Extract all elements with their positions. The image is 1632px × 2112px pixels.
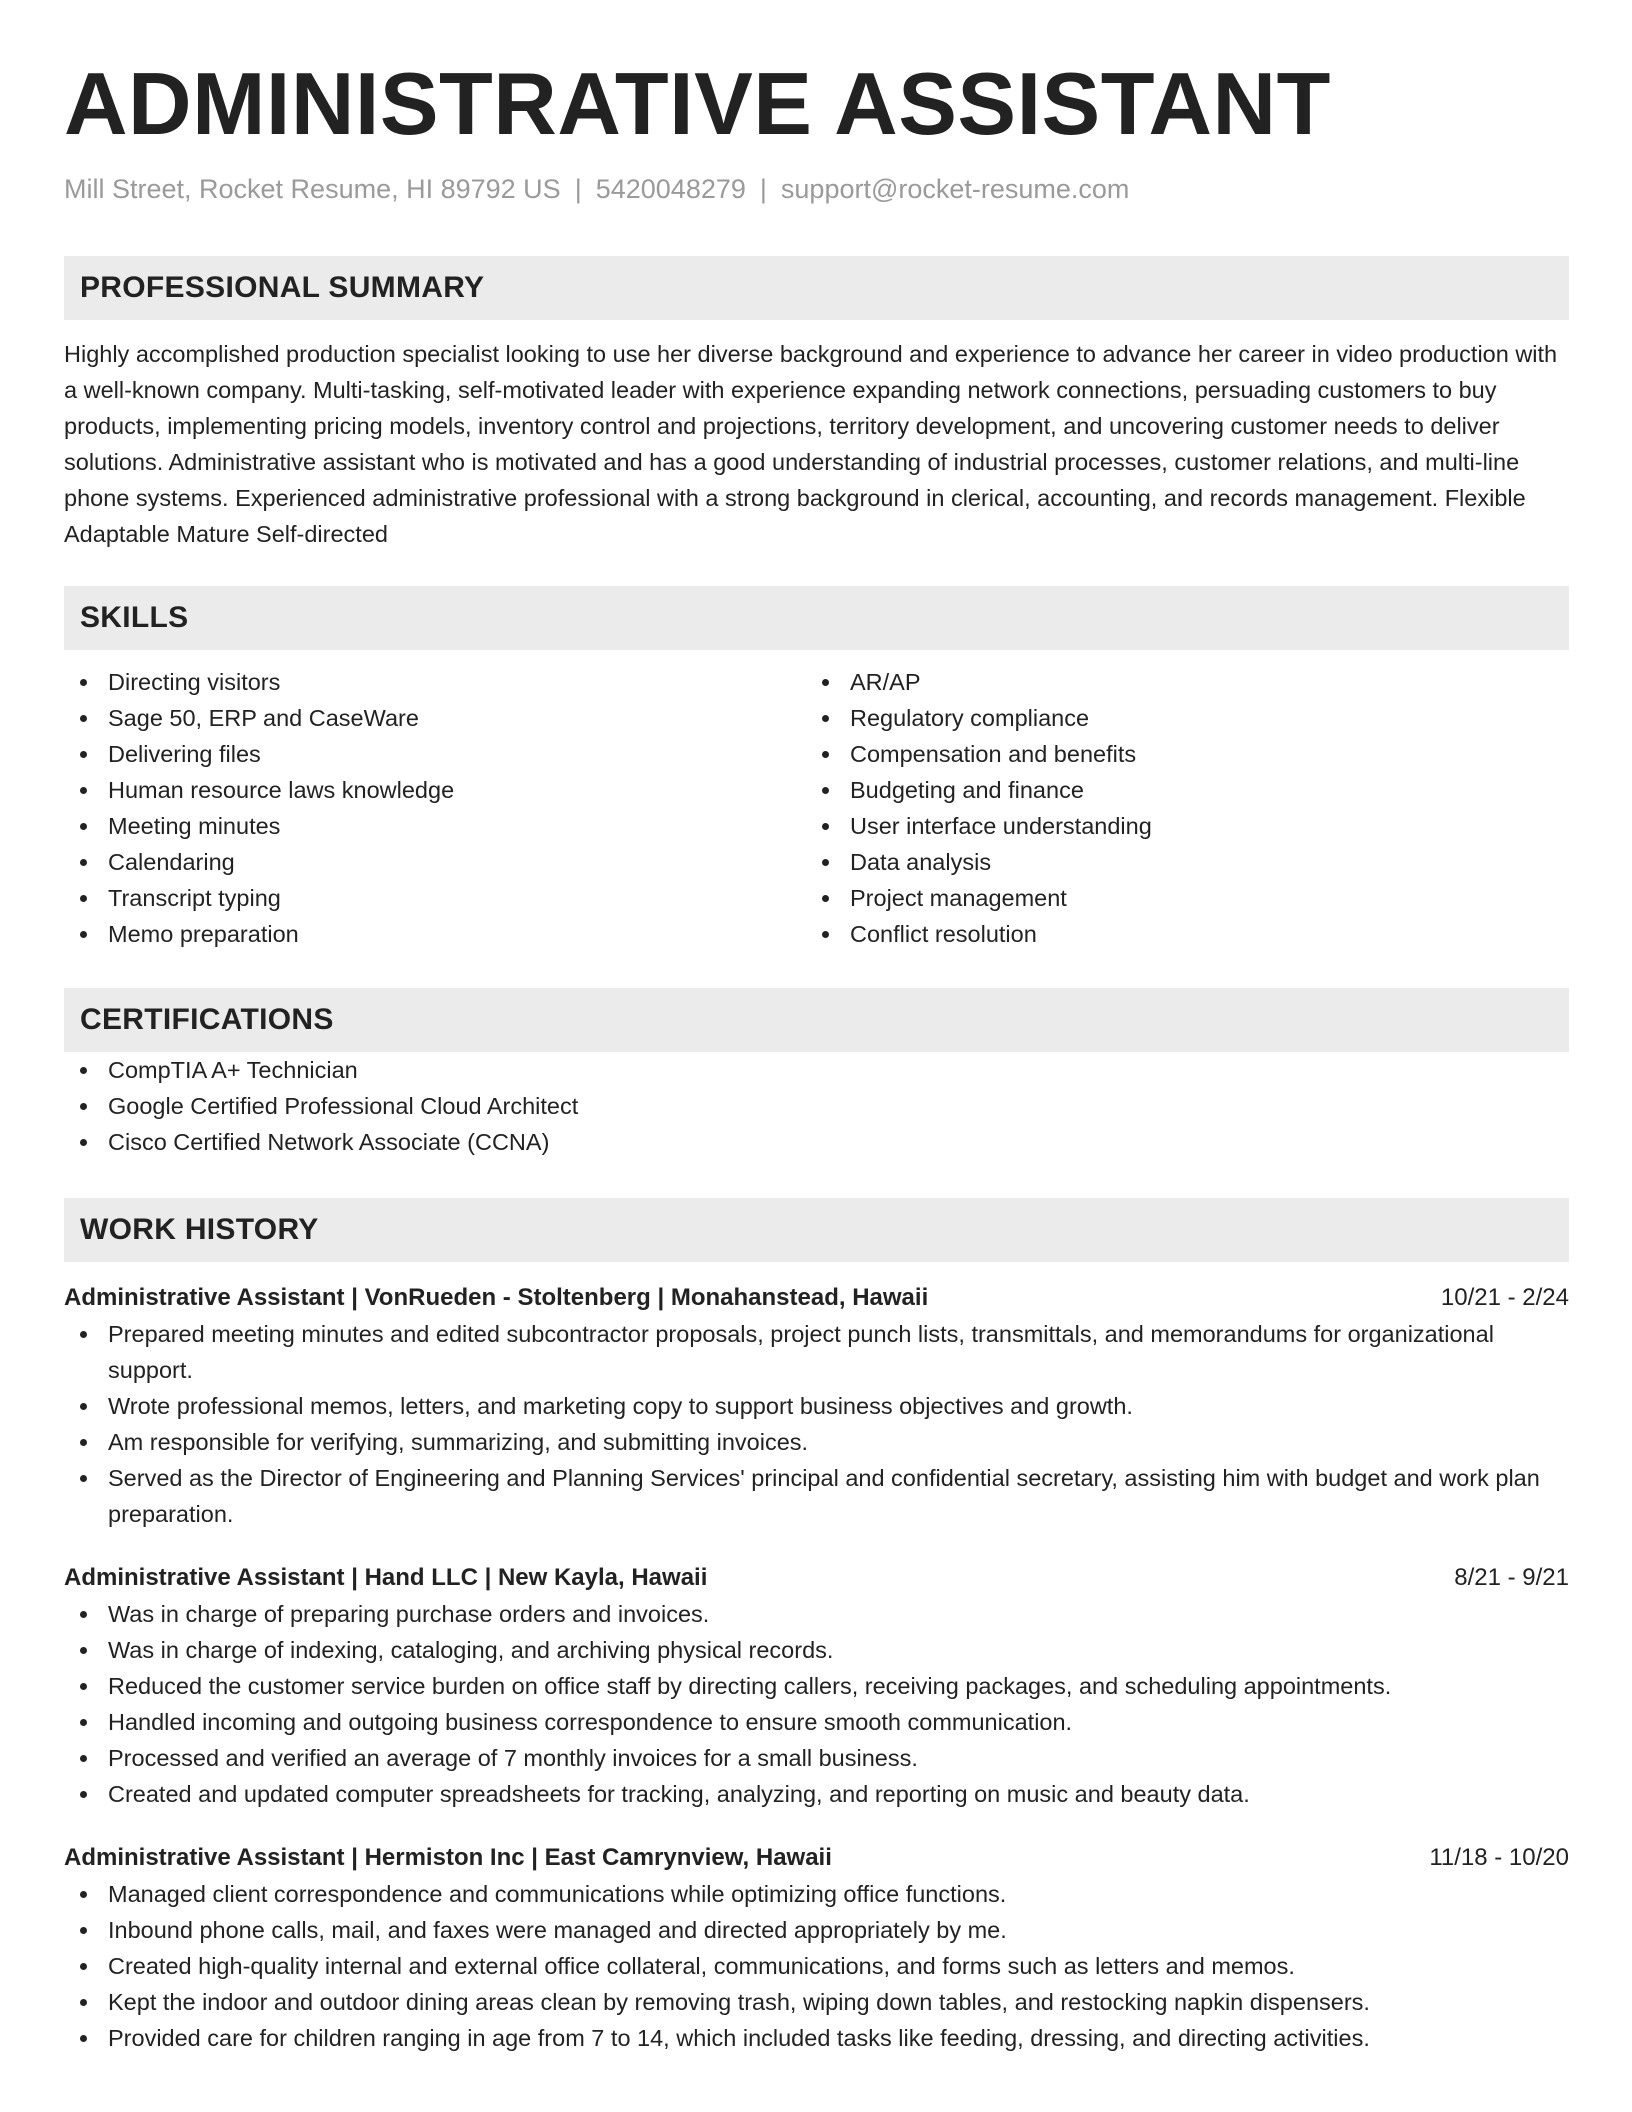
- job-entry: [64, 1280, 1569, 1532]
- skill-item: Meeting minutes: [64, 808, 806, 844]
- skill-item: Calendaring: [64, 844, 806, 880]
- job-entry: [64, 1840, 1569, 2056]
- job-bullet: Created and updated computer spreadsheets for tracking, analyzing, and reporting on music and beauty data.: [64, 1776, 1569, 1812]
- job-bullet: Provided care for children ranging in age from 7 to 14, which included tasks like feeding, dressing, and directing activities.: [64, 2020, 1569, 2056]
- job-dates: 10/21 - 2/24: [1440, 1284, 1569, 1311]
- section-header-work-history: WORK HISTORY: [64, 1198, 1569, 1262]
- job-heading: [64, 1560, 1569, 1596]
- job-bullets: [64, 1876, 1569, 2056]
- section-header-certifications: CERTIFICATIONS: [64, 988, 1569, 1052]
- job-bullet: Prepared meeting minutes and edited subcontractor proposals, project punch lists, transmittals, and memorandums for organizational support.: [64, 1316, 1569, 1388]
- bullet-dot: [80, 1103, 87, 1110]
- job-heading: [64, 1840, 1569, 1876]
- bullet-dot: [80, 823, 87, 830]
- job-bullet: Handled incoming and outgoing business correspondence to ensure smooth communication.: [64, 1704, 1569, 1740]
- bullet-dot: [80, 1999, 87, 2006]
- resume-page: [64, 0, 1569, 2056]
- bullet-dot: [80, 1139, 87, 1146]
- job-bullet: Wrote professional memos, letters, and marketing copy to support business objectives and growth.: [64, 1388, 1569, 1424]
- skill-item: Conflict resolution: [806, 916, 1548, 952]
- job-bullets: [64, 1596, 1569, 1812]
- job-title: Administrative Assistant | Hermiston Inc | East Camrynview, Hawaii: [64, 1844, 832, 1871]
- bullet-dot: [80, 1403, 87, 1410]
- bullet-dot: [822, 751, 829, 758]
- skill-item: Compensation and benefits: [806, 736, 1548, 772]
- section-header-summary: PROFESSIONAL SUMMARY: [64, 256, 1569, 320]
- job-bullet: Created high-quality internal and external office collateral, communications, and forms such as letters and memos.: [64, 1948, 1569, 1984]
- bullet-dot: [822, 679, 829, 686]
- bullet-dot: [80, 1611, 87, 1618]
- job-bullet: Served as the Director of Engineering and Planning Services' principal and confidential secretary, assisting him with budget and work plan preparation.: [64, 1460, 1569, 1532]
- bullet-dot: [80, 1439, 87, 1446]
- bullet-dot: [80, 931, 87, 938]
- bullet-dot: [822, 895, 829, 902]
- job-bullet: Kept the indoor and outdoor dining areas clean by removing trash, wiping down tables, and restocking napkin dispensers.: [64, 1984, 1569, 2020]
- section-header-skills: SKILLS: [64, 586, 1569, 650]
- bullet-dot: [80, 1647, 87, 1654]
- job-bullet: Was in charge of preparing purchase orders and invoices.: [64, 1596, 1569, 1632]
- certification-item: CompTIA A+ Technician: [64, 1052, 1569, 1088]
- bullet-dot: [80, 1067, 87, 1074]
- bullet-dot: [80, 1719, 87, 1726]
- bullet-dot: [822, 787, 829, 794]
- bullet-dot: [80, 1963, 87, 1970]
- bullet-dot: [80, 715, 87, 722]
- skill-item: Directing visitors: [64, 664, 806, 700]
- job-title: Administrative Assistant | Hand LLC | New Kayla, Hawaii: [64, 1564, 708, 1591]
- bullet-dot: [80, 859, 87, 866]
- resume-title: ADMINISTRATIVE ASSISTANT: [64, 54, 1331, 153]
- skills-list-left: [64, 664, 806, 952]
- bullet-dot: [80, 1755, 87, 1762]
- bullet-dot: [80, 1331, 87, 1338]
- skill-item: Transcript typing: [64, 880, 806, 916]
- job-bullet: Was in charge of indexing, cataloging, and archiving physical records.: [64, 1632, 1569, 1668]
- skill-item: Project management: [806, 880, 1548, 916]
- skills-columns: [64, 664, 1569, 952]
- certifications-list: [64, 1052, 1569, 1160]
- contact-separator: |: [759, 174, 767, 204]
- job-dates: 11/18 - 10/20: [1429, 1844, 1569, 1871]
- bullet-dot: [822, 931, 829, 938]
- skills-list-right: [806, 664, 1548, 952]
- bullet-dot: [80, 787, 87, 794]
- skill-item: User interface understanding: [806, 808, 1548, 844]
- job-bullet: Managed client correspondence and communications while optimizing office functions.: [64, 1876, 1569, 1912]
- skill-item: Delivering files: [64, 736, 806, 772]
- skill-item: Human resource laws knowledge: [64, 772, 806, 808]
- bullet-dot: [80, 679, 87, 686]
- bullet-dot: [80, 895, 87, 902]
- bullet-dot: [822, 715, 829, 722]
- job-bullet: Am responsible for verifying, summarizing, and submitting invoices.: [64, 1424, 1569, 1460]
- bullet-dot: [80, 1791, 87, 1798]
- job-bullets: [64, 1316, 1569, 1532]
- job-heading: [64, 1280, 1569, 1316]
- contact-email: support@rocket-resume.com: [780, 174, 1130, 204]
- job-bullet: Reduced the customer service burden on office staff by directing callers, receiving packages, and scheduling appointments.: [64, 1668, 1569, 1704]
- bullet-dot: [80, 1927, 87, 1934]
- bullet-dot: [822, 859, 829, 866]
- bullet-dot: [822, 823, 829, 830]
- bullet-dot: [80, 1683, 87, 1690]
- bullet-dot: [80, 1891, 87, 1898]
- certification-item: Google Certified Professional Cloud Architect: [64, 1088, 1569, 1124]
- bullet-dot: [80, 2035, 87, 2042]
- job-dates: 8/21 - 9/21: [1454, 1564, 1569, 1591]
- job-title: Administrative Assistant | VonRueden - Stoltenberg | Monahanstead, Hawaii: [64, 1284, 929, 1311]
- summary-text: Highly accomplished production specialist looking to use her diverse background and experience to advance her career in video production with a well-known company. Multi-tasking, self-motivated leader with experience expanding network connections, persuading customers to buy products, implementing pricing models, inventory control and projections, territory development, and uncovering customer needs to deliver solutions. Administrative assistant who is motivated and has a good understanding of industrial processes, customer relations, and multi-line phone systems. Experienced administrative professional with a strong background in clerical, accounting, and records management. Flexible Adaptable Mature Self-directed: [64, 341, 1558, 547]
- job-bullet: Processed and verified an average of 7 monthly invoices for a small business.: [64, 1740, 1569, 1776]
- contact-separator: |: [574, 174, 582, 204]
- bullet-dot: [80, 751, 87, 758]
- skill-item: Data analysis: [806, 844, 1548, 880]
- skill-item: Memo preparation: [64, 916, 806, 952]
- contact-address: Mill Street, Rocket Resume, HI 89792 US: [64, 174, 561, 204]
- skill-item: Budgeting and finance: [806, 772, 1548, 808]
- certification-item: Cisco Certified Network Associate (CCNA): [64, 1124, 1569, 1160]
- skills-column-right: [806, 664, 1548, 952]
- skill-item: Regulatory compliance: [806, 700, 1548, 736]
- contact-phone: 5420048279: [595, 174, 746, 204]
- job-entry: [64, 1560, 1569, 1812]
- skills-column-left: [64, 664, 806, 952]
- skill-item: Sage 50, ERP and CaseWare: [64, 700, 806, 736]
- bullet-dot: [80, 1475, 87, 1482]
- contact-line: [64, 172, 1569, 206]
- job-bullet: Inbound phone calls, mail, and faxes were managed and directed appropriately by me.: [64, 1912, 1569, 1948]
- skill-item: AR/AP: [806, 664, 1548, 700]
